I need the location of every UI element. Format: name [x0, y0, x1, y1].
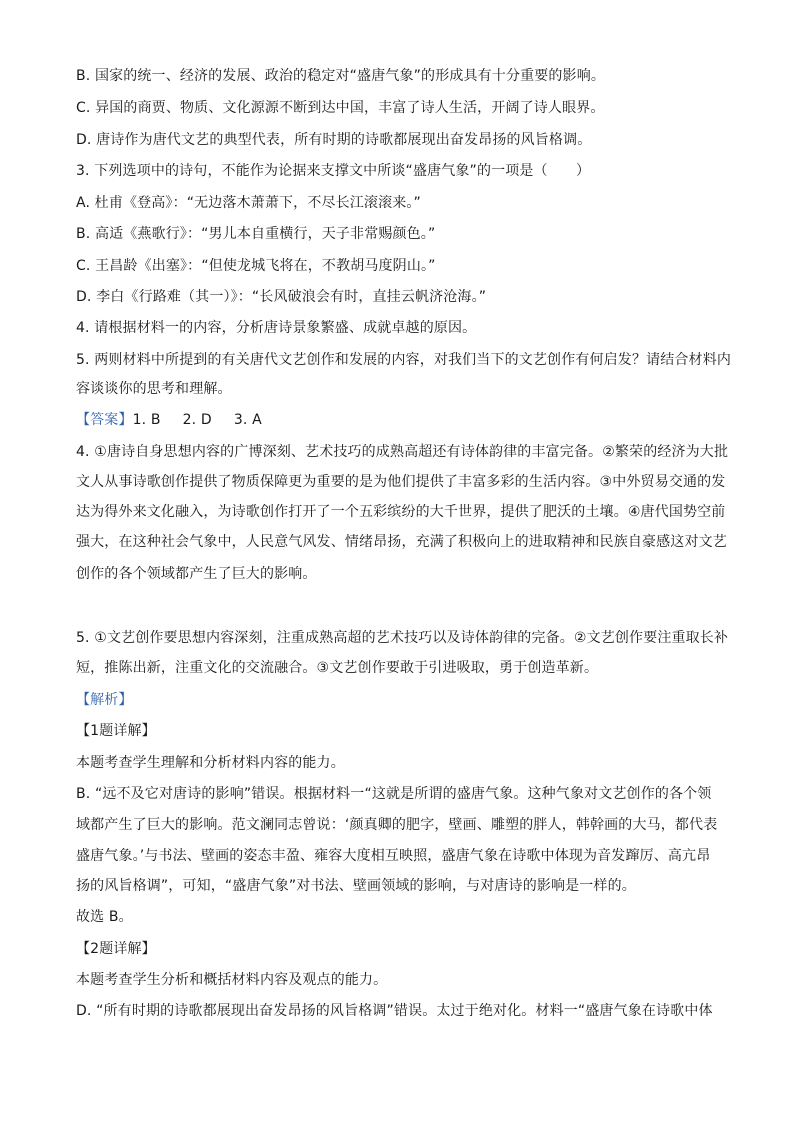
answer-4-line-5: 创作的各个领域都产生了巨大的影响。	[76, 566, 317, 582]
answer-1: 1. B	[132, 412, 161, 428]
answer-4-line-3: 达为得外来文化融入，为诗歌创作打开了一个五彩缤纷的大千世界，提供了肥沃的土壤。④唐代国势空前	[76, 504, 726, 520]
detail-1-line-1: 本题考查学生理解和分析材料内容的能力。	[76, 755, 345, 771]
answer-4-line-2: 文人从事诗歌创作提供了物质保障更为重要的是为他们提供了丰富多彩的生活内容。③中外贸易交通的发	[76, 474, 726, 490]
option-a-q3: A. 杜甫《登高》：“无边落木萧萧下，不尽长江滚滚来。”	[76, 195, 421, 211]
option-b-q2: B. 国家的统一、经济的发展、政治的稳定对“盛唐气象”的形成具有十分重要的影响。	[76, 68, 606, 84]
detail-1-line-6: 故选 B。	[76, 909, 133, 925]
detail-1-line-3: 域都产生了巨大的影响。范文澜同志曾说：‘颜真卿的肥字，壁画、雕塑的胖人，韩幹画的大马，都代表	[76, 817, 718, 833]
option-c-q2: C. 异国的商贾、物质、文化源源不断到达中国，丰富了诗人生活，开阔了诗人眼界。	[76, 100, 605, 116]
detail-2-label: 【2题详解】	[76, 941, 156, 957]
option-d-q2: D. 唐诗作为唐代文艺的典型代表，所有时期的诗歌都展现出奋发昂扬的风旨格调。	[76, 132, 592, 148]
option-c-q3: C. 王昌龄《出塞》：“但使龙城飞将在，不教胡马度阴山。”	[76, 258, 436, 274]
option-d-q3: D. 李白《行路难（其一）》：“长风破浪会有时，直挂云帆济沧海。”	[76, 289, 487, 305]
answer-5-line-2: 短，推陈出新，注重文化的交流融合。③文艺创作要敢于引进吸取，勇于创造革新。	[76, 660, 599, 676]
detail-1-line-4: 盛唐气象。’与书法、壁画的姿态丰盈、雍容大度相互映照，盛唐气象在诗歌中体现为音发蹿厉、高亢昂	[76, 848, 711, 864]
answer-label: 【答案】	[76, 412, 133, 428]
detail-1-line-5: 扬的风旨格调”，可知，“盛唐气象”对书法、壁画领域的影响，与对唐诗的影响是一样的。	[76, 878, 636, 894]
answer-4-line-1: 4. ①唐诗自身思想内容的广博深刻、艺术技巧的成熟高超还有诗体韵律的丰富完备。②繁荣的经济为大批	[76, 444, 729, 460]
answer-5-line-1: 5. ①文艺创作要思想内容深刻，注重成熟高超的艺术技巧以及诗体韵律的完备。②文艺创作要注重取长补	[76, 630, 729, 646]
answer-row	[76, 410, 724, 430]
question-4: 4. 请根据材料一的内容，分析唐诗景象繁盛、成就卓越的原因。	[76, 320, 477, 336]
detail-1-label: 【1题详解】	[76, 723, 156, 739]
answer-3: 3. A	[233, 412, 262, 428]
analysis-label: 【解析】	[76, 692, 133, 708]
option-b-q3: B. 高适《燕歌行》：“男儿本自重横行，天子非常赐颜色。”	[76, 226, 436, 242]
answer-4-line-4: 强大，在这种社会气象中，人民意气风发、情绪昂扬，充满了积极向上的进取精神和民族自豪感这对文艺	[76, 534, 727, 550]
question-3: 3. 下列选项中的诗句，不能作为论据来支撑文中所谈“盛唐气象”的一项是（ ）	[76, 163, 591, 179]
answer-2: 2. D	[182, 412, 212, 428]
question-5-line-2: 容谈谈你的思考和理解。	[76, 381, 232, 397]
detail-2-line-2: D. “所有时期的诗歌都展现出奋发昂扬的风旨格调”错误。太过于绝对化。材料一“盛唐气象在诗歌中体	[76, 1003, 713, 1019]
detail-2-line-1: 本题考查学生分析和概括材料内容及观点的能力。	[76, 972, 388, 988]
detail-1-line-2: B. “远不及它对唐诗的影响”错误。根据材料一“这就是所谓的盛唐气象。这种气象对文艺创作的各个领	[76, 786, 712, 802]
question-5-line-1: 5. 两则材料中所提到的有关唐代文艺创作和发展的内容，对我们当下的文艺创作有何启发？请结合材料内	[76, 352, 732, 368]
